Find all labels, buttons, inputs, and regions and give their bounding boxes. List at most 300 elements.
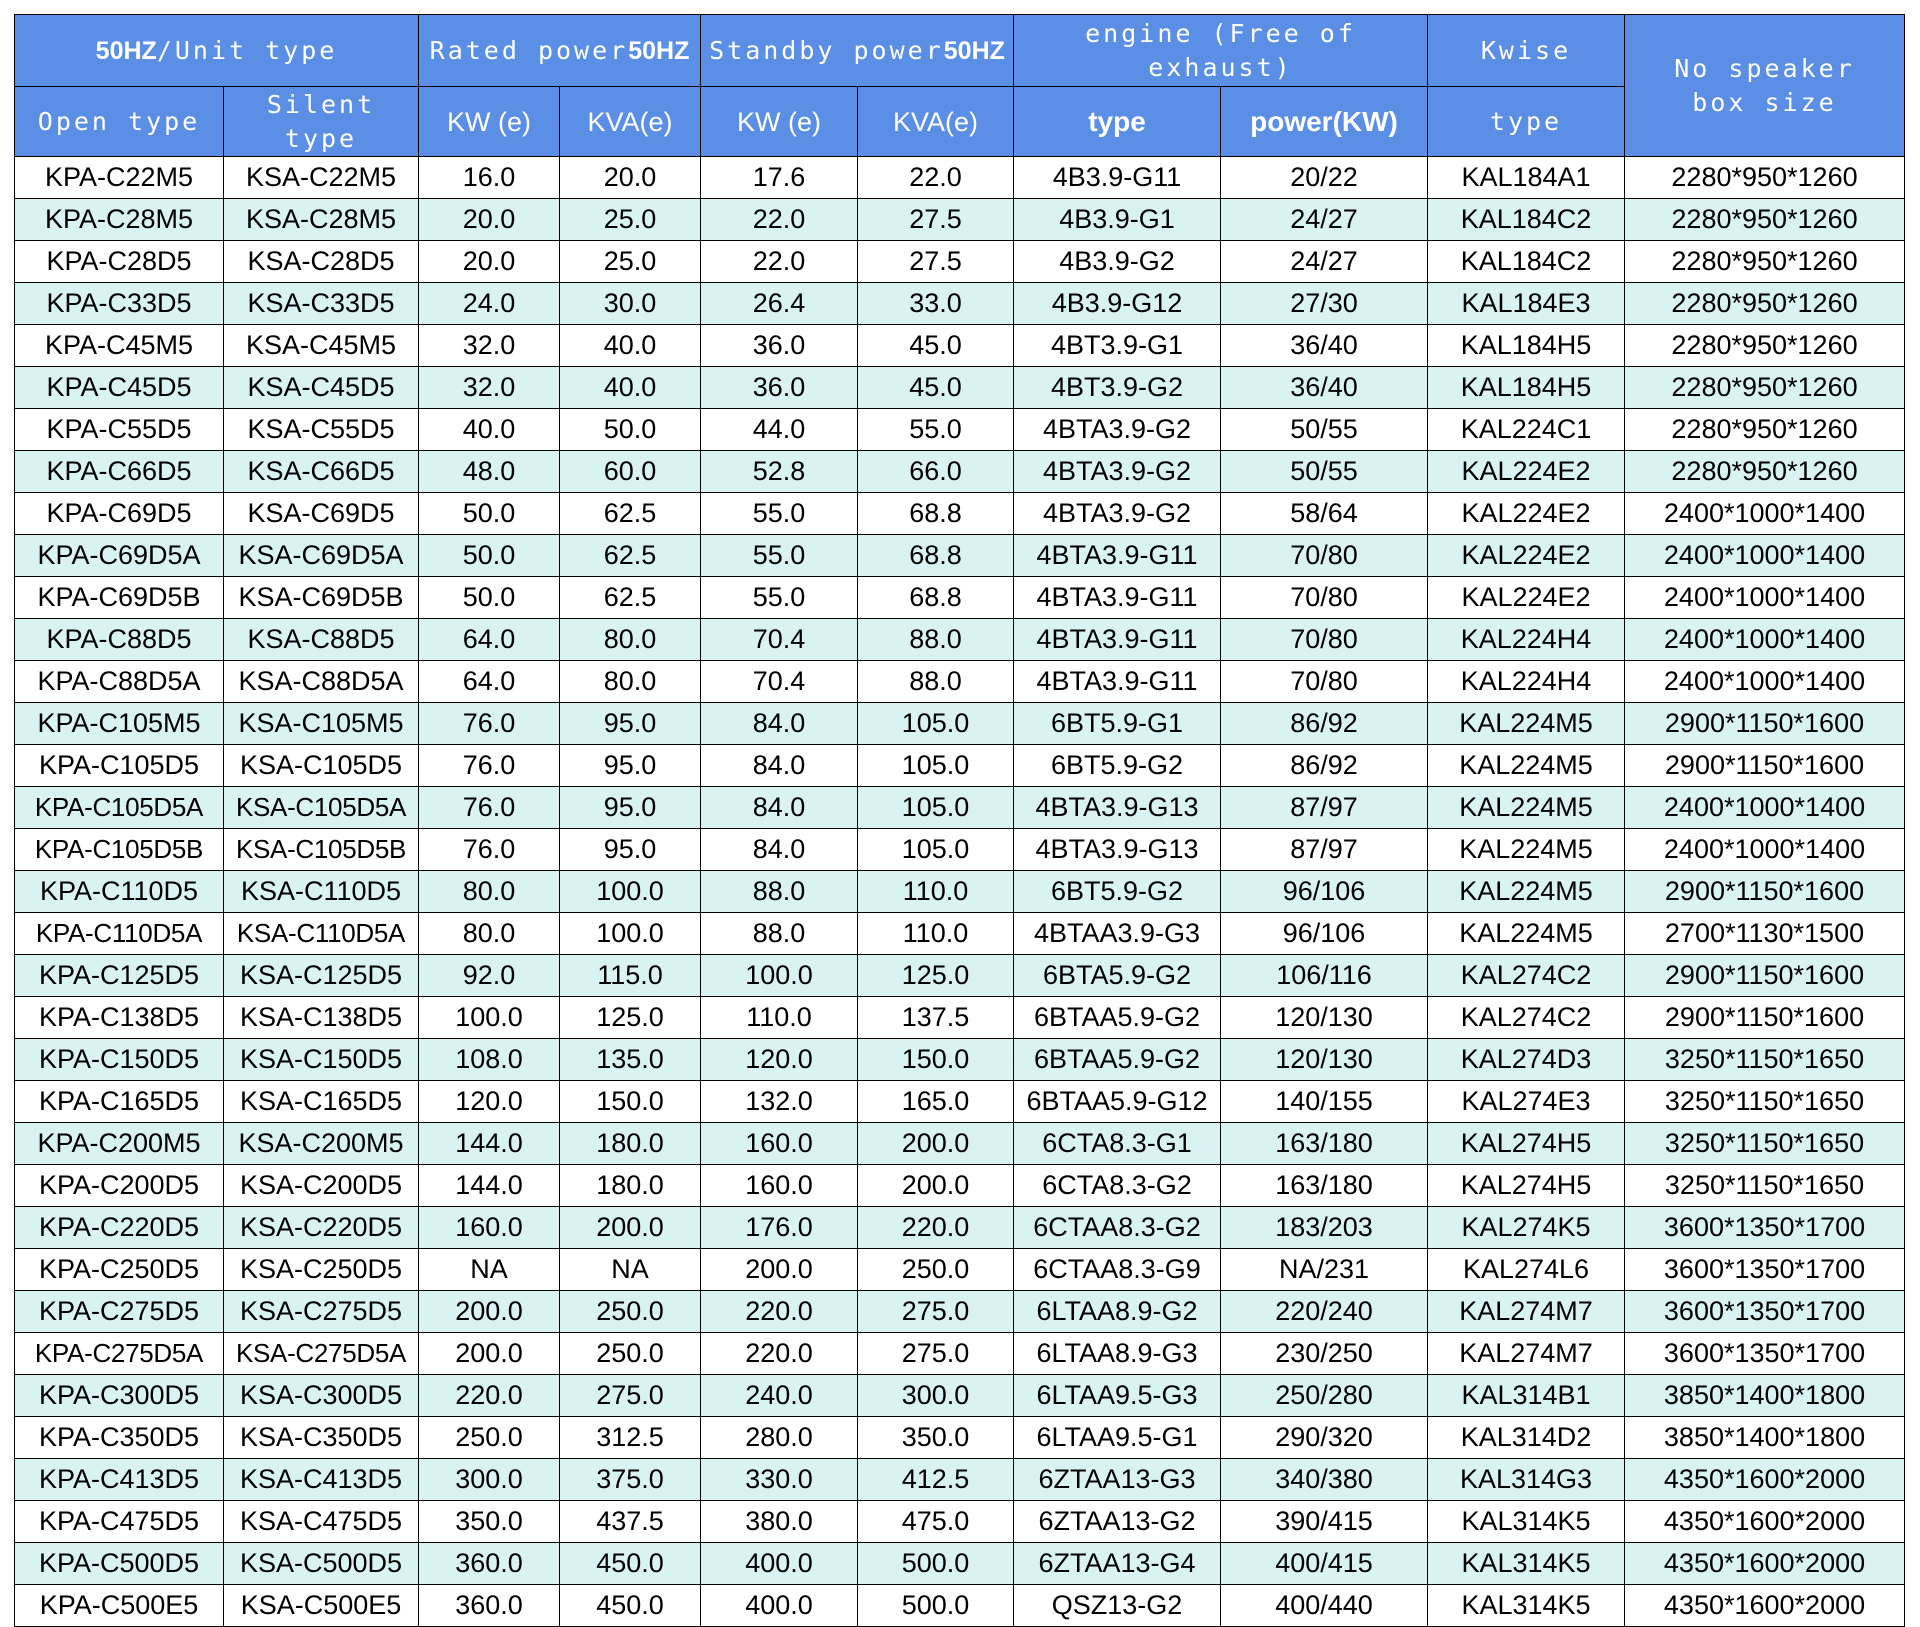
standby-kw-cell: 52.8	[701, 451, 858, 493]
engine-type-cell: 6ZTAA13-G2	[1014, 1501, 1221, 1543]
standby-kva-cell: 500.0	[858, 1585, 1014, 1627]
engine-power-cell: 140/155	[1221, 1081, 1428, 1123]
table-row	[15, 703, 1905, 745]
rated-kw-cell: 120.0	[419, 1081, 560, 1123]
standby-kva-cell: 165.0	[858, 1081, 1014, 1123]
engine-type-cell: 4BTAA3.9-G3	[1014, 913, 1221, 955]
open-type-cell: KPA-C28M5	[15, 199, 224, 241]
spec-sheet	[14, 14, 1904, 1620]
rated-kva-cell: 80.0	[560, 661, 701, 703]
engine-power-cell: 120/130	[1221, 997, 1428, 1039]
engine-power-cell: 20/22	[1221, 157, 1428, 199]
engine-power-cell: 50/55	[1221, 451, 1428, 493]
table-row	[15, 913, 1905, 955]
open-type-cell: KPA-C45M5	[15, 325, 224, 367]
silent-type-cell: KSA-C200D5	[224, 1165, 419, 1207]
box-size-cell: 2400*1000*1400	[1625, 787, 1905, 829]
table-row	[15, 535, 1905, 577]
kwise-type-cell: KAL274C2	[1428, 997, 1625, 1039]
rated-kva-cell: 200.0	[560, 1207, 701, 1249]
standby-kw-cell: 55.0	[701, 493, 858, 535]
standby-kw-cell: 132.0	[701, 1081, 858, 1123]
standby-kw-cell: 70.4	[701, 661, 858, 703]
silent-type-cell: KSA-C69D5	[224, 493, 419, 535]
box-size-cell: 3850*1400*1800	[1625, 1375, 1905, 1417]
engine-type-cell: 4B3.9-G12	[1014, 283, 1221, 325]
rated-kw-cell: 160.0	[419, 1207, 560, 1249]
rated-kva-cell: 20.0	[560, 157, 701, 199]
rated-kw-cell: 50.0	[419, 577, 560, 619]
standby-kva-cell: 68.8	[858, 577, 1014, 619]
rated-kw-cell: 220.0	[419, 1375, 560, 1417]
standby-kw-cell: 240.0	[701, 1375, 858, 1417]
silent-type-cell: KSA-C220D5	[224, 1207, 419, 1249]
standby-kva-cell: 68.8	[858, 493, 1014, 535]
rated-kva-cell: 95.0	[560, 745, 701, 787]
open-type-cell: KPA-C110D5	[15, 871, 224, 913]
silent-type-cell: KSA-C275D5A	[224, 1333, 419, 1375]
standby-kw-cell: 220.0	[701, 1291, 858, 1333]
engine-type-cell: 4BTA3.9-G13	[1014, 829, 1221, 871]
table-row	[15, 283, 1905, 325]
silent-type-cell: KSA-C413D5	[224, 1459, 419, 1501]
rated-kw-cell: 24.0	[419, 283, 560, 325]
rated-kva-cell: 100.0	[560, 871, 701, 913]
engine-power-cell: 27/30	[1221, 283, 1428, 325]
silent-type-cell: KSA-C69D5B	[224, 577, 419, 619]
rated-kva-cell: 80.0	[560, 619, 701, 661]
open-type-cell: KPA-C475D5	[15, 1501, 224, 1543]
kwise-type-cell: KAL224C1	[1428, 409, 1625, 451]
engine-power-cell: 400/440	[1221, 1585, 1428, 1627]
kwise-type-cell: KAL314G3	[1428, 1459, 1625, 1501]
kwise-type-cell: KAL314K5	[1428, 1585, 1625, 1627]
silent-type-cell: KSA-C105M5	[224, 703, 419, 745]
engine-type-cell: 6BT5.9-G1	[1014, 703, 1221, 745]
open-type-cell: KPA-C138D5	[15, 997, 224, 1039]
silent-type-cell: KSA-C110D5A	[224, 913, 419, 955]
standby-kw-cell: 200.0	[701, 1249, 858, 1291]
rated-kw-cell: 300.0	[419, 1459, 560, 1501]
box-size-cell: 3600*1350*1700	[1625, 1249, 1905, 1291]
engine-type-cell: 6ZTAA13-G3	[1014, 1459, 1221, 1501]
header-box-size: No speaker box size	[1625, 15, 1905, 157]
header-open-type: Open type	[15, 87, 224, 157]
engine-type-cell: 6BTAA5.9-G2	[1014, 1039, 1221, 1081]
box-size-cell: 4350*1600*2000	[1625, 1585, 1905, 1627]
box-size-cell: 2400*1000*1400	[1625, 661, 1905, 703]
standby-kva-cell: 137.5	[858, 997, 1014, 1039]
standby-kva-cell: 200.0	[858, 1123, 1014, 1165]
standby-kw-cell: 22.0	[701, 241, 858, 283]
header-engine: engine (Free of exhaust)	[1014, 15, 1428, 87]
standby-kva-cell: 300.0	[858, 1375, 1014, 1417]
standby-kw-cell: 70.4	[701, 619, 858, 661]
open-type-cell: KPA-C88D5A	[15, 661, 224, 703]
kwise-type-cell: KAL274C2	[1428, 955, 1625, 997]
open-type-cell: KPA-C165D5	[15, 1081, 224, 1123]
engine-power-cell: 340/380	[1221, 1459, 1428, 1501]
table-row	[15, 871, 1905, 913]
rated-kw-cell: 76.0	[419, 703, 560, 745]
engine-power-cell: 36/40	[1221, 367, 1428, 409]
rated-kva-cell: 250.0	[560, 1333, 701, 1375]
table-row	[15, 745, 1905, 787]
kwise-type-cell: KAL274H5	[1428, 1123, 1625, 1165]
engine-type-cell: 6BTAA5.9-G2	[1014, 997, 1221, 1039]
kwise-type-cell: KAL314K5	[1428, 1501, 1625, 1543]
engine-power-cell: 290/320	[1221, 1417, 1428, 1459]
silent-type-cell: KSA-C88D5A	[224, 661, 419, 703]
box-size-cell: 2280*950*1260	[1625, 241, 1905, 283]
open-type-cell: KPA-C69D5	[15, 493, 224, 535]
engine-power-cell: 96/106	[1221, 913, 1428, 955]
open-type-cell: KPA-C66D5	[15, 451, 224, 493]
rated-kva-cell: 62.5	[560, 493, 701, 535]
engine-type-cell: 6ZTAA13-G4	[1014, 1543, 1221, 1585]
open-type-cell: KPA-C300D5	[15, 1375, 224, 1417]
header-rated-kw: KW (e)	[419, 87, 560, 157]
open-type-cell: KPA-C200M5	[15, 1123, 224, 1165]
silent-type-cell: KSA-C88D5	[224, 619, 419, 661]
rated-kva-cell: 180.0	[560, 1165, 701, 1207]
box-size-cell: 4350*1600*2000	[1625, 1501, 1905, 1543]
open-type-cell: KPA-C69D5A	[15, 535, 224, 577]
table-row	[15, 577, 1905, 619]
open-type-cell: KPA-C105D5B	[15, 829, 224, 871]
rated-kw-cell: 48.0	[419, 451, 560, 493]
rated-kva-cell: 40.0	[560, 367, 701, 409]
engine-type-cell: 6BTAA5.9-G12	[1014, 1081, 1221, 1123]
silent-type-cell: KSA-C275D5	[224, 1291, 419, 1333]
silent-type-cell: KSA-C105D5A	[224, 787, 419, 829]
standby-kw-cell: 220.0	[701, 1333, 858, 1375]
table-row	[15, 1123, 1905, 1165]
header-standby-kva: KVA(e)	[858, 87, 1014, 157]
kwise-type-cell: KAL274H5	[1428, 1165, 1625, 1207]
kwise-type-cell: KAL224M5	[1428, 829, 1625, 871]
table-row	[15, 1543, 1905, 1585]
engine-type-cell: 4B3.9-G1	[1014, 199, 1221, 241]
header-rated-kva: KVA(e)	[560, 87, 701, 157]
kwise-type-cell: KAL274K5	[1428, 1207, 1625, 1249]
box-size-cell: 2400*1000*1400	[1625, 619, 1905, 661]
box-size-cell: 3600*1350*1700	[1625, 1291, 1905, 1333]
open-type-cell: KPA-C275D5A	[15, 1333, 224, 1375]
engine-type-cell: 4BTA3.9-G2	[1014, 451, 1221, 493]
kwise-type-cell: KAL224M5	[1428, 913, 1625, 955]
box-size-cell: 3250*1150*1650	[1625, 1165, 1905, 1207]
standby-kva-cell: 27.5	[858, 241, 1014, 283]
open-type-cell: KPA-C55D5	[15, 409, 224, 451]
kwise-type-cell: KAL224E2	[1428, 493, 1625, 535]
box-size-cell: 2280*950*1260	[1625, 451, 1905, 493]
rated-kva-cell: 100.0	[560, 913, 701, 955]
rated-kva-cell: 25.0	[560, 199, 701, 241]
rated-kw-cell: 100.0	[419, 997, 560, 1039]
engine-type-cell: 4BT3.9-G1	[1014, 325, 1221, 367]
standby-kva-cell: 275.0	[858, 1291, 1014, 1333]
standby-kw-cell: 280.0	[701, 1417, 858, 1459]
open-type-cell: KPA-C200D5	[15, 1165, 224, 1207]
kwise-type-cell: KAL224H4	[1428, 661, 1625, 703]
silent-type-cell: KSA-C45D5	[224, 367, 419, 409]
engine-power-cell: 400/415	[1221, 1543, 1428, 1585]
box-size-cell: 4350*1600*2000	[1625, 1459, 1905, 1501]
engine-type-cell: 4BTA3.9-G2	[1014, 493, 1221, 535]
engine-power-cell: 87/97	[1221, 829, 1428, 871]
rated-kva-cell: 62.5	[560, 535, 701, 577]
silent-type-cell: KSA-C475D5	[224, 1501, 419, 1543]
box-size-cell: 3250*1150*1650	[1625, 1081, 1905, 1123]
standby-kva-cell: 88.0	[858, 619, 1014, 661]
kwise-type-cell: KAL224E2	[1428, 577, 1625, 619]
silent-type-cell: KSA-C500D5	[224, 1543, 419, 1585]
engine-type-cell: 4BTA3.9-G11	[1014, 535, 1221, 577]
engine-type-cell: 4BTA3.9-G11	[1014, 577, 1221, 619]
silent-type-cell: KSA-C69D5A	[224, 535, 419, 577]
engine-power-cell: 24/27	[1221, 199, 1428, 241]
open-type-cell: KPA-C105D5A	[15, 787, 224, 829]
table-row	[15, 1375, 1905, 1417]
kwise-type-cell: KAL184H5	[1428, 325, 1625, 367]
rated-kw-cell: 360.0	[419, 1543, 560, 1585]
table-row	[15, 1039, 1905, 1081]
engine-power-cell: 87/97	[1221, 787, 1428, 829]
silent-type-cell: KSA-C125D5	[224, 955, 419, 997]
table-row	[15, 661, 1905, 703]
rated-kw-cell: NA	[419, 1249, 560, 1291]
rated-kw-cell: 64.0	[419, 619, 560, 661]
engine-type-cell: 4BTA3.9-G2	[1014, 409, 1221, 451]
engine-type-cell: 6BT5.9-G2	[1014, 745, 1221, 787]
generator-spec-table	[14, 14, 1905, 1627]
rated-kw-cell: 20.0	[419, 241, 560, 283]
open-type-cell: KPA-C413D5	[15, 1459, 224, 1501]
engine-power-cell: 24/27	[1221, 241, 1428, 283]
table-row	[15, 199, 1905, 241]
standby-kw-cell: 120.0	[701, 1039, 858, 1081]
kwise-type-cell: KAL184C2	[1428, 199, 1625, 241]
rated-kva-cell: NA	[560, 1249, 701, 1291]
rated-kw-cell: 16.0	[419, 157, 560, 199]
open-type-cell: KPA-C88D5	[15, 619, 224, 661]
rated-kva-cell: 95.0	[560, 829, 701, 871]
engine-power-cell: 120/130	[1221, 1039, 1428, 1081]
standby-kva-cell: 275.0	[858, 1333, 1014, 1375]
kwise-type-cell: KAL224E2	[1428, 535, 1625, 577]
standby-kw-cell: 22.0	[701, 199, 858, 241]
standby-kw-cell: 380.0	[701, 1501, 858, 1543]
silent-type-cell: KSA-C110D5	[224, 871, 419, 913]
header-kwise-type: type	[1428, 87, 1625, 157]
header-row-columns	[15, 87, 1905, 157]
standby-kw-cell: 55.0	[701, 535, 858, 577]
open-type-cell: KPA-C220D5	[15, 1207, 224, 1249]
silent-type-cell: KSA-C105D5	[224, 745, 419, 787]
box-size-cell: 2400*1000*1400	[1625, 493, 1905, 535]
rated-kw-cell: 144.0	[419, 1165, 560, 1207]
table-row	[15, 325, 1905, 367]
standby-kva-cell: 125.0	[858, 955, 1014, 997]
box-size-cell: 3250*1150*1650	[1625, 1123, 1905, 1165]
kwise-type-cell: KAL184C2	[1428, 241, 1625, 283]
box-size-cell: 3600*1350*1700	[1625, 1333, 1905, 1375]
silent-type-cell: KSA-C55D5	[224, 409, 419, 451]
standby-kva-cell: 105.0	[858, 745, 1014, 787]
standby-kva-cell: 475.0	[858, 1501, 1014, 1543]
box-size-cell: 2900*1150*1600	[1625, 871, 1905, 913]
engine-power-cell: 230/250	[1221, 1333, 1428, 1375]
engine-power-cell: 163/180	[1221, 1165, 1428, 1207]
rated-kw-cell: 350.0	[419, 1501, 560, 1543]
engine-type-cell: 4B3.9-G11	[1014, 157, 1221, 199]
standby-kw-cell: 100.0	[701, 955, 858, 997]
standby-kw-cell: 176.0	[701, 1207, 858, 1249]
kwise-type-cell: KAL224M5	[1428, 745, 1625, 787]
engine-power-cell: 70/80	[1221, 661, 1428, 703]
rated-kw-cell: 40.0	[419, 409, 560, 451]
silent-type-cell: KSA-C165D5	[224, 1081, 419, 1123]
box-size-cell: 2280*950*1260	[1625, 199, 1905, 241]
table-row	[15, 1081, 1905, 1123]
rated-kva-cell: 125.0	[560, 997, 701, 1039]
rated-kva-cell: 25.0	[560, 241, 701, 283]
header-standby-kw: KW (e)	[701, 87, 858, 157]
open-type-cell: KPA-C350D5	[15, 1417, 224, 1459]
open-type-cell: KPA-C105D5	[15, 745, 224, 787]
standby-kva-cell: 220.0	[858, 1207, 1014, 1249]
engine-power-cell: 70/80	[1221, 535, 1428, 577]
box-size-cell: 2280*950*1260	[1625, 367, 1905, 409]
standby-kw-cell: 44.0	[701, 409, 858, 451]
rated-kw-cell: 80.0	[419, 913, 560, 955]
standby-kw-cell: 400.0	[701, 1543, 858, 1585]
kwise-type-cell: KAL224M5	[1428, 703, 1625, 745]
engine-power-cell: 70/80	[1221, 619, 1428, 661]
box-size-cell: 2280*950*1260	[1625, 283, 1905, 325]
table-row	[15, 367, 1905, 409]
table-row	[15, 1291, 1905, 1333]
table-row	[15, 1459, 1905, 1501]
standby-kva-cell: 110.0	[858, 913, 1014, 955]
engine-type-cell: 6BTA5.9-G2	[1014, 955, 1221, 997]
rated-kw-cell: 108.0	[419, 1039, 560, 1081]
standby-kva-cell: 88.0	[858, 661, 1014, 703]
open-type-cell: KPA-C105M5	[15, 703, 224, 745]
table-row	[15, 1207, 1905, 1249]
open-type-cell: KPA-C150D5	[15, 1039, 224, 1081]
rated-kw-cell: 92.0	[419, 955, 560, 997]
standby-kw-cell: 88.0	[701, 913, 858, 955]
standby-kw-cell: 55.0	[701, 577, 858, 619]
box-size-cell: 2900*1150*1600	[1625, 703, 1905, 745]
open-type-cell: KPA-C250D5	[15, 1249, 224, 1291]
kwise-type-cell: KAL224M5	[1428, 871, 1625, 913]
rated-kw-cell: 20.0	[419, 199, 560, 241]
box-size-cell: 2280*950*1260	[1625, 409, 1905, 451]
engine-type-cell: 4B3.9-G2	[1014, 241, 1221, 283]
open-type-cell: KPA-C45D5	[15, 367, 224, 409]
table-row	[15, 1165, 1905, 1207]
engine-type-cell: 6LTAA9.5-G3	[1014, 1375, 1221, 1417]
table-row	[15, 955, 1905, 997]
engine-power-cell: 58/64	[1221, 493, 1428, 535]
table-row	[15, 1585, 1905, 1627]
standby-kva-cell: 500.0	[858, 1543, 1014, 1585]
engine-type-cell: QSZ13-G2	[1014, 1585, 1221, 1627]
silent-type-cell: KSA-C500E5	[224, 1585, 419, 1627]
engine-type-cell: 6LTAA8.9-G3	[1014, 1333, 1221, 1375]
rated-kw-cell: 50.0	[419, 493, 560, 535]
engine-power-cell: 50/55	[1221, 409, 1428, 451]
box-size-cell: 3600*1350*1700	[1625, 1207, 1905, 1249]
kwise-type-cell: KAL314B1	[1428, 1375, 1625, 1417]
table-row	[15, 997, 1905, 1039]
engine-type-cell: 6CTAA8.3-G2	[1014, 1207, 1221, 1249]
box-size-cell: 2900*1150*1600	[1625, 745, 1905, 787]
table-row	[15, 451, 1905, 493]
header-row-groups	[15, 15, 1905, 87]
standby-kw-cell: 26.4	[701, 283, 858, 325]
rated-kva-cell: 437.5	[560, 1501, 701, 1543]
engine-type-cell: 6CTA8.3-G2	[1014, 1165, 1221, 1207]
open-type-cell: KPA-C110D5A	[15, 913, 224, 955]
kwise-type-cell: KAL274M7	[1428, 1291, 1625, 1333]
rated-kva-cell: 375.0	[560, 1459, 701, 1501]
standby-kva-cell: 33.0	[858, 283, 1014, 325]
silent-type-cell: KSA-C350D5	[224, 1417, 419, 1459]
standby-kva-cell: 105.0	[858, 787, 1014, 829]
rated-kva-cell: 450.0	[560, 1543, 701, 1585]
silent-type-cell: KSA-C105D5B	[224, 829, 419, 871]
rated-kva-cell: 180.0	[560, 1123, 701, 1165]
header-unit-type: 50HZ/Unit type	[15, 15, 419, 87]
engine-type-cell: 6BT5.9-G2	[1014, 871, 1221, 913]
header-silent-type: Silent type	[224, 87, 419, 157]
standby-kw-cell: 84.0	[701, 829, 858, 871]
engine-type-cell: 6LTAA9.5-G1	[1014, 1417, 1221, 1459]
silent-type-cell: KSA-C33D5	[224, 283, 419, 325]
standby-kw-cell: 17.6	[701, 157, 858, 199]
engine-power-cell: 36/40	[1221, 325, 1428, 367]
header-standby-power: Standby power50HZ	[701, 15, 1014, 87]
rated-kw-cell: 32.0	[419, 367, 560, 409]
engine-power-cell: 250/280	[1221, 1375, 1428, 1417]
standby-kw-cell: 84.0	[701, 703, 858, 745]
standby-kva-cell: 45.0	[858, 367, 1014, 409]
engine-type-cell: 4BTA3.9-G13	[1014, 787, 1221, 829]
silent-type-cell: KSA-C45M5	[224, 325, 419, 367]
silent-type-cell: KSA-C138D5	[224, 997, 419, 1039]
standby-kw-cell: 160.0	[701, 1165, 858, 1207]
table-row	[15, 1249, 1905, 1291]
rated-kva-cell: 40.0	[560, 325, 701, 367]
standby-kva-cell: 350.0	[858, 1417, 1014, 1459]
standby-kva-cell: 66.0	[858, 451, 1014, 493]
standby-kw-cell: 36.0	[701, 325, 858, 367]
engine-power-cell: 96/106	[1221, 871, 1428, 913]
standby-kva-cell: 250.0	[858, 1249, 1014, 1291]
rated-kva-cell: 135.0	[560, 1039, 701, 1081]
standby-kva-cell: 105.0	[858, 829, 1014, 871]
kwise-type-cell: KAL224H4	[1428, 619, 1625, 661]
engine-power-cell: 86/92	[1221, 745, 1428, 787]
silent-type-cell: KSA-C28M5	[224, 199, 419, 241]
kwise-type-cell: KAL314D2	[1428, 1417, 1625, 1459]
rated-kw-cell: 360.0	[419, 1585, 560, 1627]
standby-kva-cell: 105.0	[858, 703, 1014, 745]
